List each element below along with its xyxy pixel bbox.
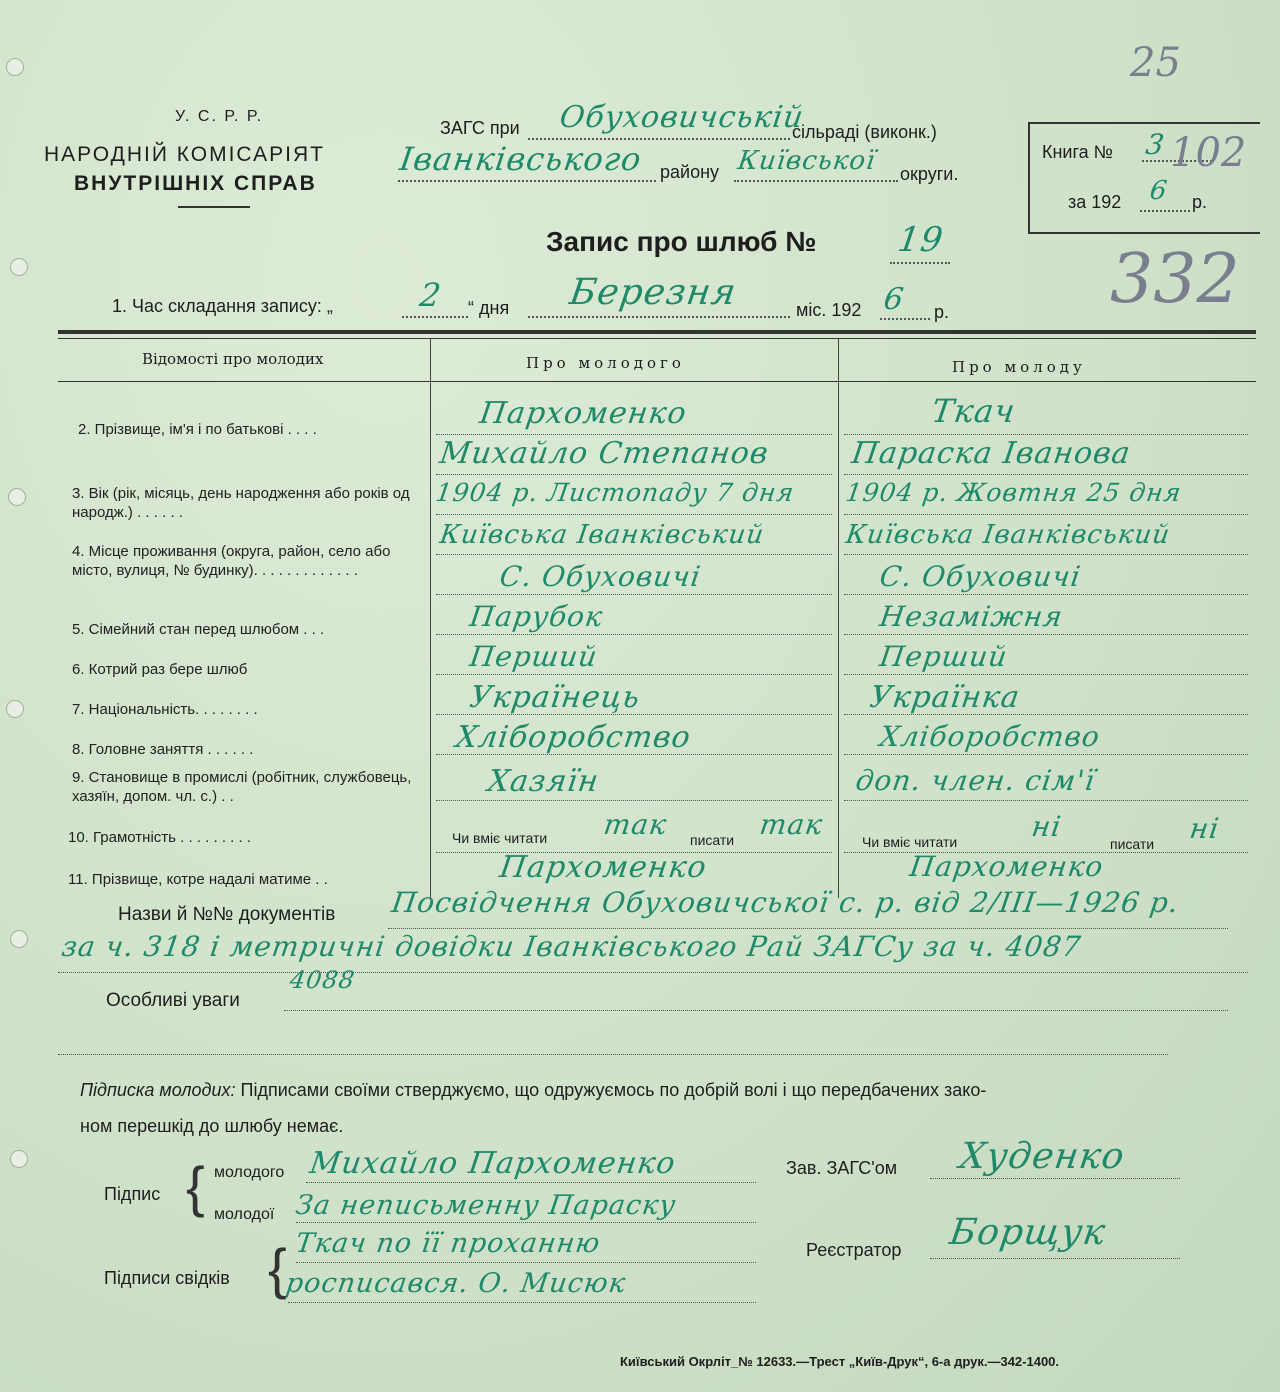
punch-hole — [10, 930, 28, 948]
title-number-line — [890, 262, 950, 264]
groom-read-label: Чи вміє читати — [452, 830, 548, 846]
witness-line — [288, 1302, 756, 1303]
row-line — [844, 474, 1248, 475]
witnesses-brace: { — [268, 1237, 287, 1300]
row-line — [436, 514, 832, 515]
punch-hole — [10, 1150, 28, 1168]
record-year-suffix: р. — [934, 302, 950, 322]
groom-sign-line — [306, 1182, 756, 1183]
notes-label: Особливі уваги — [106, 990, 240, 1011]
bride-signature-3: росписався. О. Мисюк — [283, 1268, 629, 1299]
bride-nationality: Українка — [867, 680, 1023, 715]
page-title: Запис про шлюб № — [546, 226, 817, 257]
col-groom-header: Про молодого — [526, 354, 685, 372]
bride-times: Перший — [877, 640, 1010, 673]
row-line — [844, 434, 1248, 435]
groom-read: так — [601, 808, 670, 841]
row-line — [436, 800, 832, 801]
bride-sign-label: молодої — [214, 1206, 275, 1223]
table-top-rule-thin — [58, 338, 1256, 339]
row-label-literacy: 10. Грамотність . . . . . . . . . — [68, 829, 251, 846]
declaration-line-1 — [80, 1080, 986, 1101]
bride-future-name: Пархоменко — [907, 850, 1106, 883]
head-sign-line — [930, 1178, 1180, 1179]
ussr-label: У. С. Р. Р. — [175, 108, 264, 125]
groom-birth: 1904 р. Листопаду 7 дня — [433, 478, 797, 507]
row-line — [844, 754, 1248, 755]
okruha-line — [734, 180, 898, 182]
bride-sign-line — [296, 1222, 756, 1223]
documents-line-1: Посвідчення Обуховичської с. р. від 2/III—1926 р. — [389, 886, 1182, 919]
documents-line-3: 4088 — [288, 966, 358, 994]
row-label-residence: 4. Місце проживання (округа, район, село або місто, вулиця, № будинку). . . . . . . . . . . . . — [72, 543, 391, 579]
documents-line — [58, 972, 1248, 973]
row-line — [844, 634, 1248, 635]
groom-occupation: Хліборобство — [453, 720, 694, 755]
district-label: району — [660, 162, 720, 182]
record-day: 2 — [417, 276, 445, 314]
header-divider — [178, 206, 250, 208]
corner-number: 25 — [1130, 40, 1181, 86]
groom-times: Перший — [467, 640, 600, 673]
punch-hole — [6, 58, 24, 76]
row-line — [844, 800, 1248, 801]
table-top-rule — [58, 330, 1256, 334]
record-day-label: “ дня — [468, 298, 510, 318]
row-line — [436, 674, 832, 675]
sign-brace: { — [186, 1155, 205, 1218]
district-line — [398, 180, 656, 182]
punch-hole — [6, 700, 24, 718]
col-info-header: Відомості про молодих — [142, 350, 324, 368]
table-header-rule — [58, 381, 1256, 382]
documents-line — [388, 928, 1228, 929]
groom-write-label: писати — [690, 832, 735, 848]
groom-surname: Пархоменко — [477, 396, 690, 431]
witnesses-label: Підписи свідків — [104, 1268, 230, 1288]
row-label-times: 6. Котрий раз бере шлюб — [72, 661, 248, 678]
record-month: Березня — [567, 272, 740, 313]
punch-hole — [10, 258, 28, 276]
bride-marital: Незаміжня — [877, 600, 1066, 633]
row-label-age: 3. Вік (рік, місяць, день народження або років од народж.) . . . . . . — [72, 485, 410, 521]
year-digit: 6 — [1147, 176, 1170, 206]
documents-label: Назви й №№ документів — [118, 904, 336, 925]
bride-occupation: Хліборобство — [877, 720, 1103, 753]
bride-signature-2: Ткач по її проханню — [293, 1228, 603, 1259]
record-year: 6 — [881, 282, 907, 317]
punch-hole — [8, 488, 26, 506]
row-label-future-name: 11. Прізвище, котре надалі матиме . . — [68, 871, 328, 888]
zags-prefix: ЗАГС при — [440, 118, 520, 138]
row-line — [436, 554, 832, 555]
bride-position: доп. член. сім'ї — [853, 764, 1098, 797]
groom-future-name: Пархоменко — [497, 850, 710, 885]
head-label: Зав. ЗАГС'ом — [786, 1158, 898, 1178]
row-label-position: 9. Становище в промислі (робітник, службовець, хазяїн, допом. чл. с.) . . — [72, 769, 412, 805]
notes-line — [284, 1010, 1228, 1011]
groom-write: так — [757, 808, 826, 841]
row-line — [436, 474, 832, 475]
bride-surname: Ткач — [929, 392, 1019, 430]
col-bride-header: Про молоду — [952, 358, 1086, 376]
record-number: 19 — [895, 220, 947, 260]
declaration-text-1: Підписами своїми стверджуємо, що одружуємось по добрій волі і що передбачених зако- — [240, 1080, 987, 1100]
row-label-marital: 5. Сімейний стан перед шлюбом . . . — [72, 621, 325, 638]
row-line — [844, 674, 1248, 675]
row-label-name: 2. Прізвище, ім'я і по батькові . . . . — [78, 421, 317, 438]
year-line — [1140, 210, 1190, 212]
groom-residence-1: Київська Іванківський — [437, 520, 767, 550]
bride-residence-2: С. Обуховичі — [877, 560, 1084, 593]
bride-residence-1: Київська Іванківський — [843, 520, 1173, 550]
bride-given-names: Параска Іванова — [849, 436, 1134, 471]
declaration-italic: Підписка молодих: — [80, 1080, 236, 1100]
groom-position: Хазяїн — [485, 764, 602, 799]
table-col-divider — [838, 338, 839, 898]
row-label-nationality: 7. Національність. . . . . . . . — [72, 701, 258, 718]
groom-residence-2: С. Обуховичі — [497, 560, 704, 593]
bride-write-label: писати — [1110, 836, 1155, 852]
year-suffix: р. — [1192, 192, 1208, 212]
selrada-label: сільраді (виконк.) — [792, 122, 937, 142]
notes-line — [58, 1054, 1168, 1055]
record-day-line — [402, 316, 468, 318]
head-signature: Худенко — [957, 1136, 1128, 1177]
year-prefix: за 192 — [1068, 192, 1122, 212]
record-month-line — [528, 316, 790, 318]
bride-signature-1: За неписьменну Параску — [293, 1190, 679, 1221]
row-line — [844, 554, 1248, 555]
bride-birth: 1904 р. Жовтня 25 дня — [843, 478, 1184, 507]
bride-write: ні — [1187, 812, 1222, 845]
row-line — [436, 594, 832, 595]
row-line — [436, 434, 832, 435]
registrar-label: Реєстратор — [806, 1240, 902, 1260]
groom-marital: Парубок — [467, 600, 606, 633]
groom-nationality: Українець — [467, 680, 643, 715]
okruha-label: округи. — [900, 164, 959, 184]
row-label-occupation: 8. Головне заняття . . . . . . — [72, 741, 254, 758]
side-number: 332 — [1110, 240, 1240, 319]
groom-given-names: Михайло Степанов — [437, 436, 771, 471]
witness-line — [296, 1262, 756, 1263]
book-number: 3 — [1143, 128, 1168, 161]
registrar-signature: Борщук — [947, 1212, 1109, 1253]
row-line — [844, 514, 1248, 515]
printer-imprint: Київський Окрліт_№ 12633.—Трест „Київ-Друк“, 6-а друк.—342-1400. — [620, 1354, 1060, 1369]
record-year-line — [880, 318, 930, 320]
record-month-label: міс. 192 — [796, 300, 862, 320]
groom-sign-label: молодого — [214, 1164, 285, 1181]
table-col-divider — [430, 338, 431, 898]
bride-read-label: Чи вміє читати — [862, 834, 958, 850]
row-line — [844, 594, 1248, 595]
record-time-label: 1. Час складання запису: „ — [112, 296, 333, 316]
sign-label: Підпис — [104, 1184, 161, 1204]
registrar-sign-line — [930, 1258, 1180, 1259]
documents-line-2: за ч. 318 і метричні довідки Іванківського Рай ЗАГСу за ч. 4087 — [59, 930, 1084, 963]
groom-signature: Михайло Пархоменко — [307, 1146, 678, 1181]
affairs-label: ВНУТРІШНІХ СПРАВ — [74, 172, 317, 195]
declaration-text-2: ном перешкід до шлюбу немає. — [80, 1116, 344, 1136]
book-extra: 102 — [1170, 130, 1247, 176]
row-line — [436, 634, 832, 635]
book-label: Книга № — [1042, 142, 1113, 162]
zags-place: Обуховичській — [557, 100, 807, 135]
commissariat-label: НАРОДНІЙ КОМІСАРІЯТ — [44, 143, 325, 166]
district-name: Іванківського — [397, 140, 645, 178]
okruha-name: Київської — [735, 146, 878, 176]
bride-read: ні — [1029, 810, 1064, 843]
